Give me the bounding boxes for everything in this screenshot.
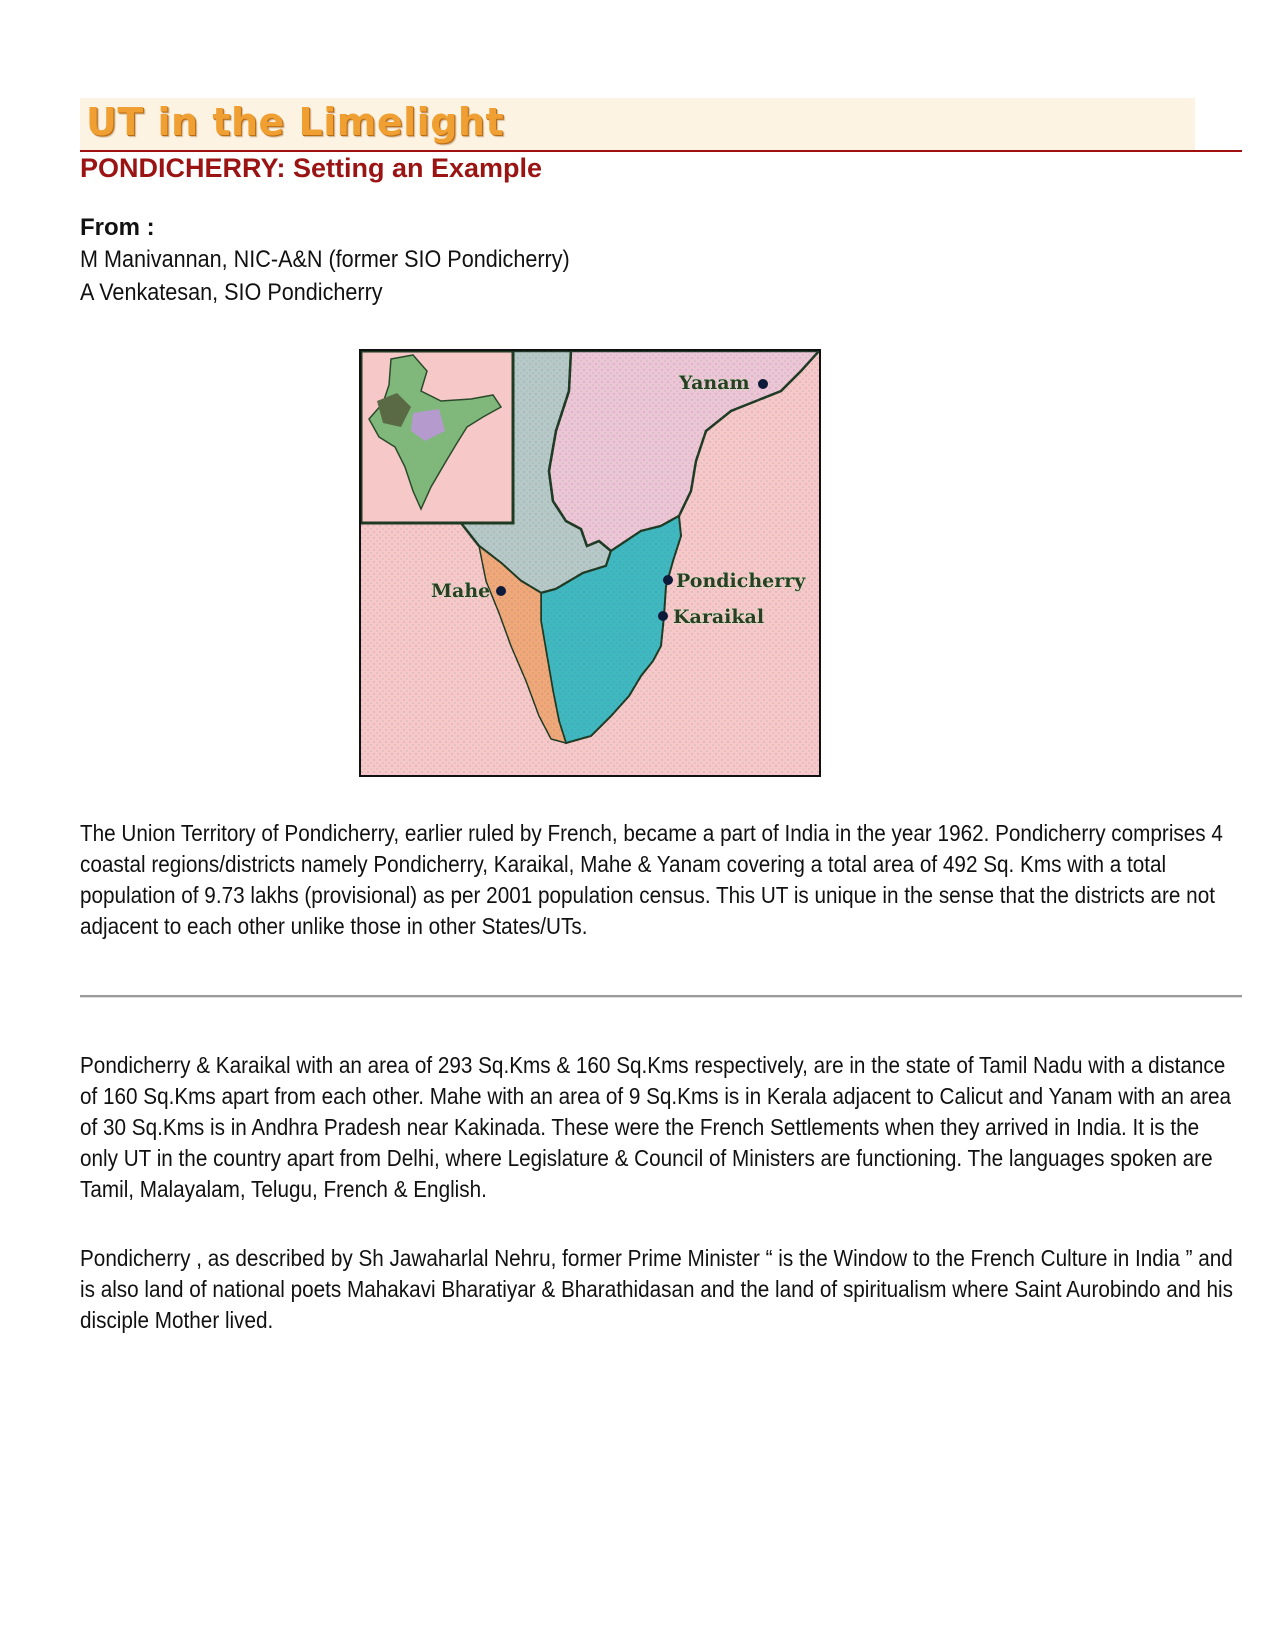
map-label-pondicherry: Pondicherry bbox=[676, 570, 806, 592]
body-paragraph: The Union Territory of Pondicherry, earlier ruled by French, became a part of India in the year 1962. Pondicherry comprises 4 coastal regions/districts namely Pondicherry, Karaikal, Mahe & Yanam covering a total area of 492 Sq. Kms with a total population of 9.73 lakhs (provisional) as per 2001 population census. This UT is unique in the sense that the districts are not adjacent to each other unlike those in other States/UTs. bbox=[80, 820, 1223, 939]
map-label-yanam: Yanam bbox=[679, 372, 750, 394]
map-label-mahe: Mahe bbox=[431, 580, 491, 602]
section-banner bbox=[80, 98, 1195, 150]
south-india-map bbox=[361, 351, 819, 775]
karaikal-marker bbox=[658, 611, 668, 621]
pondicherry-map-image bbox=[359, 349, 821, 777]
pondicherry-marker bbox=[663, 575, 673, 585]
body-paragraph: Pondicherry & Karaikal with an area of 293 Sq.Kms & 160 Sq.Kms respectively, are in the state of Tamil Nadu with a distance of 160 Sq.Kms apart from each other. Mahe with an area of 9 Sq.Kms is in Kerala adjacent to Calicut and Yanam with an area of 30 Sq.Kms is in Andhra Pradesh near Kakinada. These were the French Settlements when they arrived in India. It is the only UT in the country apart from Delhi, where Legislature & Council of Ministers are functioning. The languages spoken are Tamil, Malayalam, Telugu, French & English. bbox=[80, 1052, 1232, 1202]
body-paragraph: Pondicherry , as described by Sh Jawaharlal Nehru, former Prime Minister “ is the Window to the French Culture in India ” and is also land of national poets Mahakavi Bharatiyar & Bharathidasan and the land of spiritualism where Saint Aurobindo and his disciple Mother lived. bbox=[80, 1245, 1234, 1333]
horizontal-divider bbox=[80, 995, 1242, 998]
article-title: PONDICHERRY: Setting an Example bbox=[80, 153, 543, 183]
map-label-karaikal: Karaikal bbox=[673, 606, 765, 628]
byline-label: From : bbox=[80, 214, 155, 241]
byline-author: A Venkatesan, SIO Pondicherry bbox=[80, 279, 383, 306]
byline-author: M Manivannan, NIC-A&N (former SIO Pondicherry) bbox=[80, 246, 570, 273]
banner-title: UT in the Limelight bbox=[86, 100, 505, 144]
mahe-marker bbox=[496, 586, 506, 596]
yanam-marker bbox=[758, 379, 768, 389]
banner-rule bbox=[80, 150, 1242, 152]
